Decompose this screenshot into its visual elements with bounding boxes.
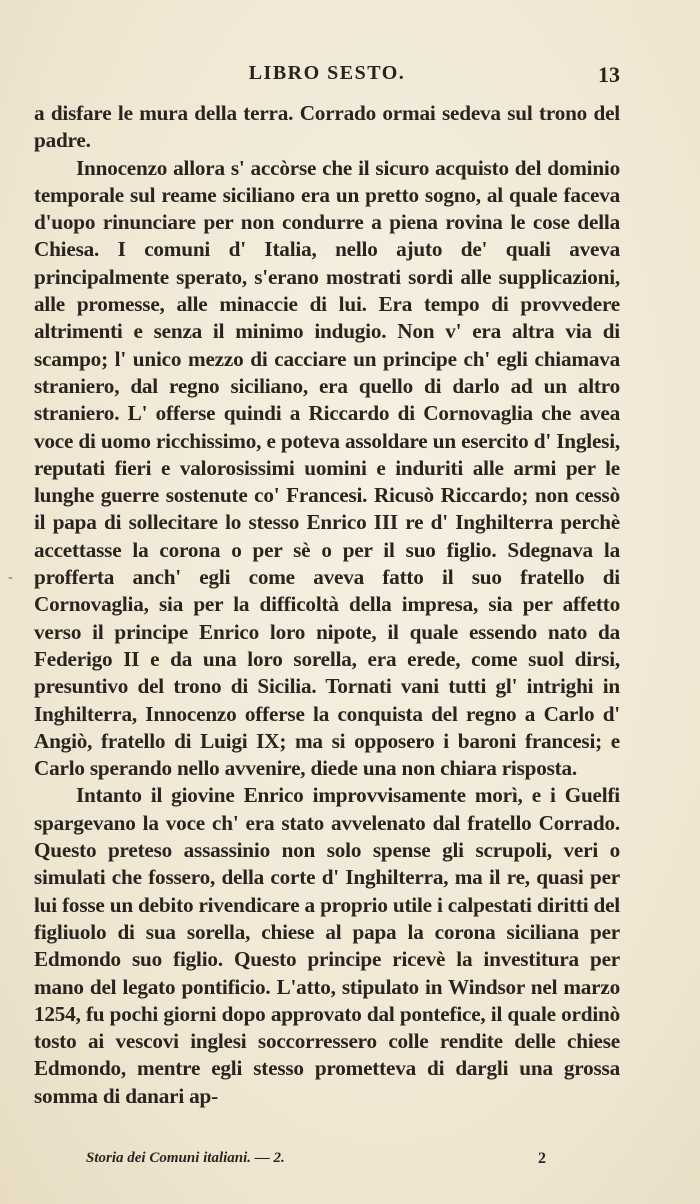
page-header [34,62,620,90]
paragraph-1: a disfare le mura della terra. Corrado ormai sedeva sul trono del padre. [34,101,620,153]
paragraph-2: Innocenzo allora s' accòrse che il sicuro acquisto del dominio temporale sul reame siciliano era un pretto sogno, al quale faceva d'uopo rinunciare per non condurre a piena rovina le cose della Chiesa. I comuni d' Italia, nello ajuto de' quali aveva principalmente sperato, s'erano mostrati sordi alle supplicazioni, alle promesse, alle minaccie di lui. Era tempo di provvedere altrimenti e senza il minimo indugio. Non v' era altra via di scampo; l' unico mezzo di cacciare un principe ch' egli chiamava straniero, dal regno siciliano, era quello di darlo ad un altro straniero. L' offerse quindi a Riccardo di Cornovaglia che avea voce di uomo ricchissimo, e poteva assoldare un esercito d' Inglesi, reputati fieri e valorosissimi uomini e induriti alle armi per le lunghe guerre sostenute co' Francesi. Ricusò Riccardo; non cessò il papa di sollecitare lo stesso Enrico III re d' Inghilterra perchè accettasse la corona o per sè o per il suo figlio. Sdegnava la profferta anch' egli come aveva fatto il suo fratello di Cornovaglia, sia per la difficoltà della impresa, sia per affetto verso il principe Enrico loro nipote, il quale essendo nato da Federigo II e da una loro sorella, era erede, come suol dirsi, presuntivo del trono di Sicilia. Tornati vani tutti gl' intrighi in Inghilterra, Innocenzo offerse la conquista del regno a Carlo d' Angiò, fratello di Luigi IX; ma si opposero i baroni francesi; e Carlo sperando nello avvenire, diede una non chiara risposta. [34,155,620,781]
page-number: 13 [598,62,620,87]
paragraph-3: Intanto il giovine Enrico improvvisamente morì, e i Guelfi spargevano la voce ch' era stato avvelenato dal fratello Corrado. Questo preteso assassinio non solo spense gli scrupoli, veri o simulati che fossero, della corte d' Inghilterra, ma il re, quasi per lui fosse un debito rivendicare a proprio utile i calpestati diritti del figliuolo di sua sorella, chiese al papa la corona siciliana per Edmondo suo figlio. Questo principe ricevè la investitura per mano del legato pontificio. L'atto, stipulato in Windsor nel marzo 1254, fu pochi giorni dopo approvato dal pontefice, il quale ordinò tosto ai vescovi inglesi soccorressero colle rendite delle chiese Edmondo, mentre egli stesso prometteva di dargli una grossa somma di danari ap- [34,783,620,1108]
signature-mark: 2 [538,1150,546,1167]
body-text [34,100,620,1110]
page-footer [86,1150,546,1174]
footer-title: Storia dei Comuni italiani. — 2. [86,1150,285,1166]
margin-mark: - [8,570,13,585]
running-head: LIBRO SESTO. [248,62,406,84]
